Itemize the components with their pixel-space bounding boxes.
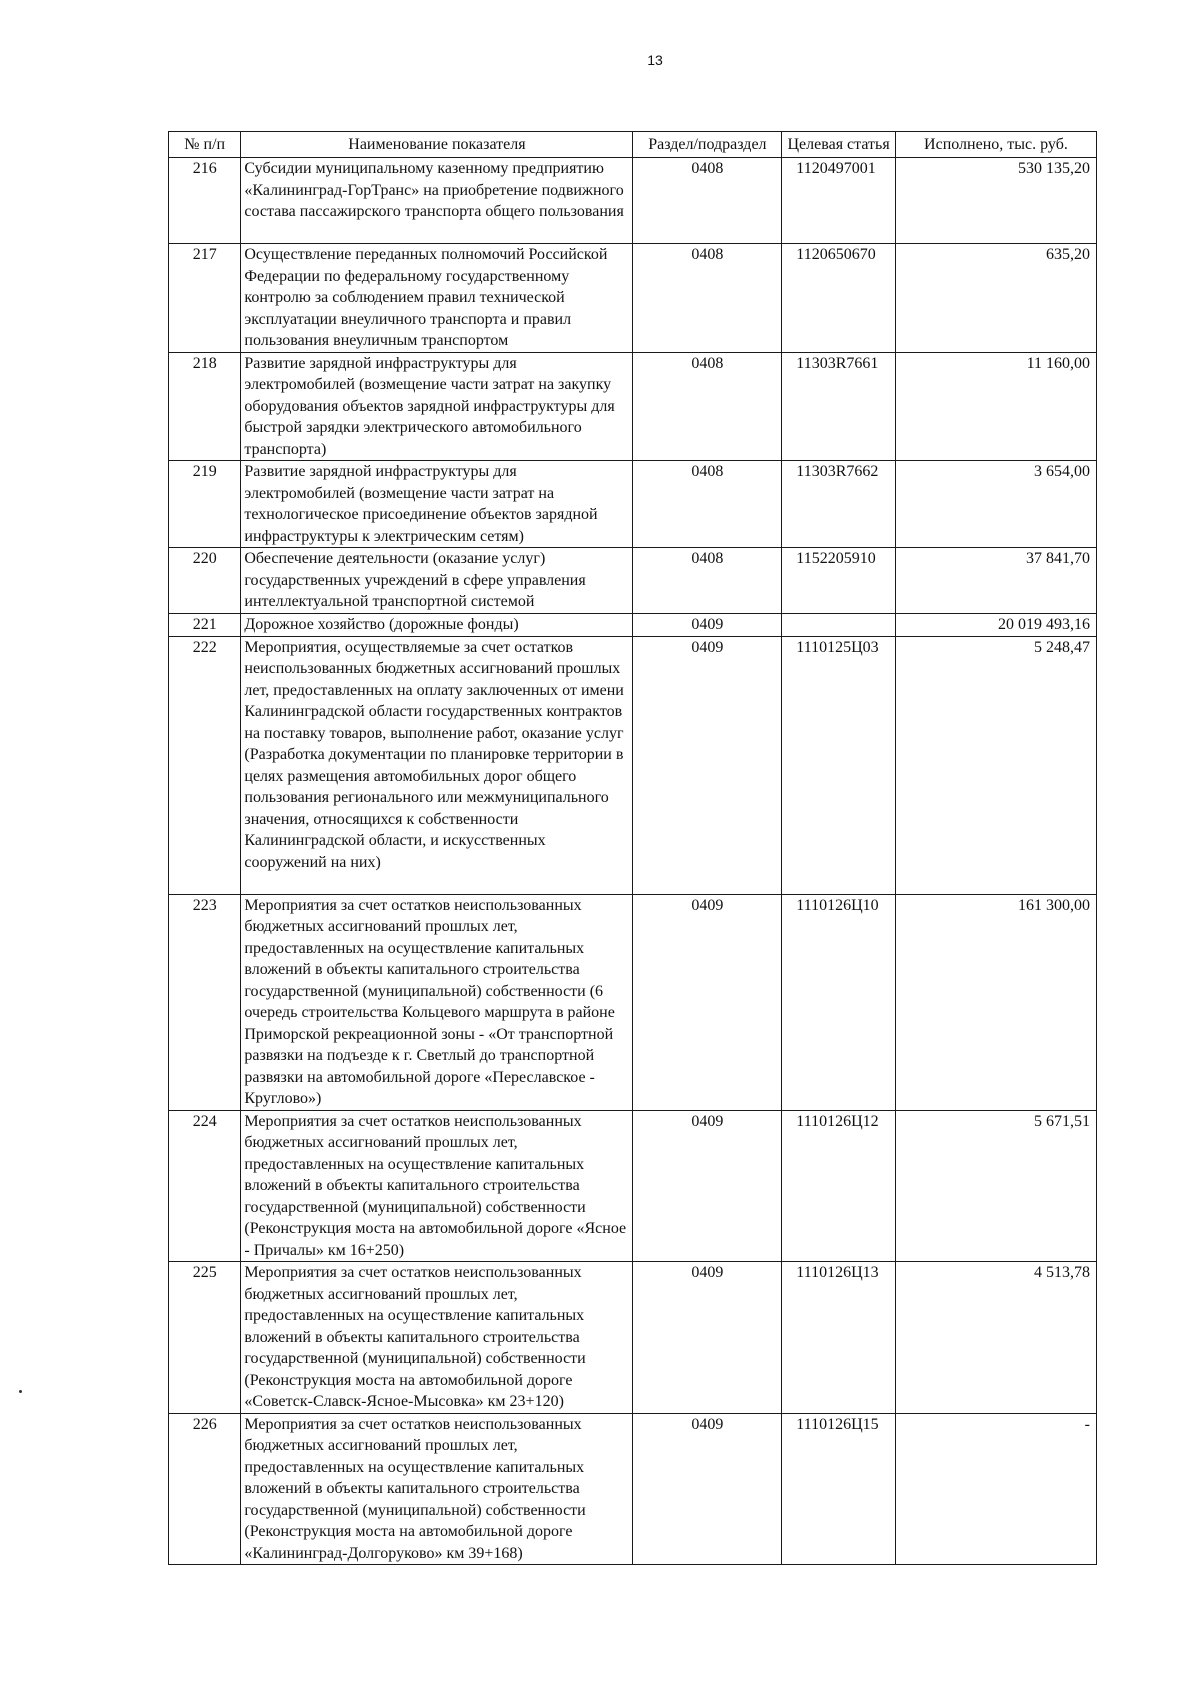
row-indicator-name: Дорожное хозяйство (дорожные фонды) xyxy=(241,614,633,637)
header-indicator-name: Наименование показателя xyxy=(241,132,633,158)
header-executed-amount: Исполнено, тыс. руб. xyxy=(895,132,1096,158)
table-row xyxy=(169,352,1097,461)
header-target-article: Целевая статья xyxy=(782,132,896,158)
table-row xyxy=(169,461,1097,548)
scan-speck xyxy=(19,1390,22,1393)
row-number: 223 xyxy=(169,894,241,1110)
row-executed-amount: - xyxy=(895,1413,1096,1565)
row-number: 221 xyxy=(169,614,241,637)
row-indicator-name: Мероприятия, осуществляемые за счет остатков неиспользованных бюджетных ассигнований прошлых лет, предоставленных на оплату заключенных от имени Калининградской области государственных контрактов на поставку товаров, выполнение работ, оказание услуг (Разработка документации по планировке территории в целях размещения автомобильных дорог общего пользования регионального или межмуниципального значения, относящихся к собственности Калининградской области, и искусственных сооружений на них) xyxy=(241,636,633,894)
row-section: 0408 xyxy=(633,352,782,461)
header-section: Раздел/подраздел xyxy=(633,132,782,158)
table-header-row xyxy=(169,132,1097,158)
row-target-article xyxy=(782,614,896,637)
table-row xyxy=(169,158,1097,244)
row-executed-amount: 4 513,78 xyxy=(895,1262,1096,1414)
row-section: 0409 xyxy=(633,1413,782,1565)
row-executed-amount: 635,20 xyxy=(895,244,1096,353)
row-target-article: 1110125Ц03 xyxy=(782,636,896,894)
row-indicator-name: Мероприятия за счет остатков неиспользованных бюджетных ассигнований прошлых лет, предоставленных на осуществление капитальных вложений в объекты капитального строительства государственной (муниципальной) собственности (Реконструкция моста на автомобильной дороге «Советск-Славск-Ясное-Мысовка» км 23+120) xyxy=(241,1262,633,1414)
row-section: 0409 xyxy=(633,894,782,1110)
row-target-article: 1120650670 xyxy=(782,244,896,353)
table-row xyxy=(169,1110,1097,1262)
row-executed-amount: 11 160,00 xyxy=(895,352,1096,461)
table-row xyxy=(169,894,1097,1110)
row-executed-amount: 161 300,00 xyxy=(895,894,1096,1110)
row-indicator-name: Осуществление переданных полномочий Российской Федерации по федеральному государственному контролю за соблюдением правил технической эксплуатации внеуличного транспорта и правил пользования внеуличным транспортом xyxy=(241,244,633,353)
row-section: 0408 xyxy=(633,244,782,353)
row-executed-amount: 37 841,70 xyxy=(895,548,1096,614)
table-row xyxy=(169,636,1097,894)
table-row xyxy=(169,244,1097,353)
row-executed-amount: 20 019 493,16 xyxy=(895,614,1096,637)
row-executed-amount: 5 671,51 xyxy=(895,1110,1096,1262)
row-indicator-name: Развитие зарядной инфраструктуры для электромобилей (возмещение части затрат на закупку оборудования объектов зарядной инфраструктуры для быстрой зарядки электрического автомобильного транспорта) xyxy=(241,352,633,461)
row-target-article: 1120497001 xyxy=(782,158,896,244)
row-indicator-name: Мероприятия за счет остатков неиспользованных бюджетных ассигнований прошлых лет, предоставленных на осуществление капитальных вложений в объекты капитального строительства государственной (муниципальной) собственности (Реконструкция моста на автомобильной дороге «Калининград-Долгоруково» км 39+168) xyxy=(241,1413,633,1565)
row-number: 220 xyxy=(169,548,241,614)
table-row xyxy=(169,1413,1097,1565)
row-number: 216 xyxy=(169,158,241,244)
row-target-article: 1110126Ц12 xyxy=(782,1110,896,1262)
row-section: 0408 xyxy=(633,158,782,244)
row-indicator-name: Мероприятия за счет остатков неиспользованных бюджетных ассигнований прошлых лет, предоставленных на осуществление капитальных вложений в объекты капитального строительства государственной (муниципальной) собственности (6 очередь строительства Кольцевого маршрута в районе Приморской рекреационной зоны - «От транспортной развязки на подъезде к г. Светлый до транспортной развязки на автомобильной дороге «Переславское - Круглово») xyxy=(241,894,633,1110)
row-number: 224 xyxy=(169,1110,241,1262)
row-executed-amount: 5 248,47 xyxy=(895,636,1096,894)
row-section: 0408 xyxy=(633,461,782,548)
row-number: 225 xyxy=(169,1262,241,1414)
row-number: 217 xyxy=(169,244,241,353)
row-executed-amount: 530 135,20 xyxy=(895,158,1096,244)
row-target-article: 1110126Ц10 xyxy=(782,894,896,1110)
row-target-article: 11303R7661 xyxy=(782,352,896,461)
row-number: 226 xyxy=(169,1413,241,1565)
row-number: 218 xyxy=(169,352,241,461)
page-number: 13 xyxy=(647,52,663,68)
row-section: 0408 xyxy=(633,548,782,614)
table-row xyxy=(169,548,1097,614)
budget-execution-table xyxy=(168,131,1097,1565)
row-number: 222 xyxy=(169,636,241,894)
row-indicator-name: Субсидии муниципальному казенному предприятию «Калининград-ГорТранс» на приобретение подвижного состава пассажирского транспорта общего пользования xyxy=(241,158,633,244)
header-number: № п/п xyxy=(169,132,241,158)
table-row xyxy=(169,1262,1097,1414)
row-section: 0409 xyxy=(633,1262,782,1414)
row-section: 0409 xyxy=(633,1110,782,1262)
row-target-article: 11303R7662 xyxy=(782,461,896,548)
row-section: 0409 xyxy=(633,614,782,637)
row-target-article: 1152205910 xyxy=(782,548,896,614)
row-target-article: 1110126Ц13 xyxy=(782,1262,896,1414)
row-target-article: 1110126Ц15 xyxy=(782,1413,896,1565)
row-indicator-name: Обеспечение деятельности (оказание услуг) государственных учреждений в сфере управления интеллектуальной транспортной системой xyxy=(241,548,633,614)
row-number: 219 xyxy=(169,461,241,548)
row-indicator-name: Мероприятия за счет остатков неиспользованных бюджетных ассигнований прошлых лет, предоставленных на осуществление капитальных вложений в объекты капитального строительства государственной (муниципальной) собственности (Реконструкция моста на автомобильной дороге «Ясное - Причалы» км 16+250) xyxy=(241,1110,633,1262)
row-indicator-name: Развитие зарядной инфраструктуры для электромобилей (возмещение части затрат на технологическое присоединение объектов зарядной инфраструктуры к электрическим сетям) xyxy=(241,461,633,548)
table-row xyxy=(169,614,1097,637)
row-section: 0409 xyxy=(633,636,782,894)
row-executed-amount: 3 654,00 xyxy=(895,461,1096,548)
